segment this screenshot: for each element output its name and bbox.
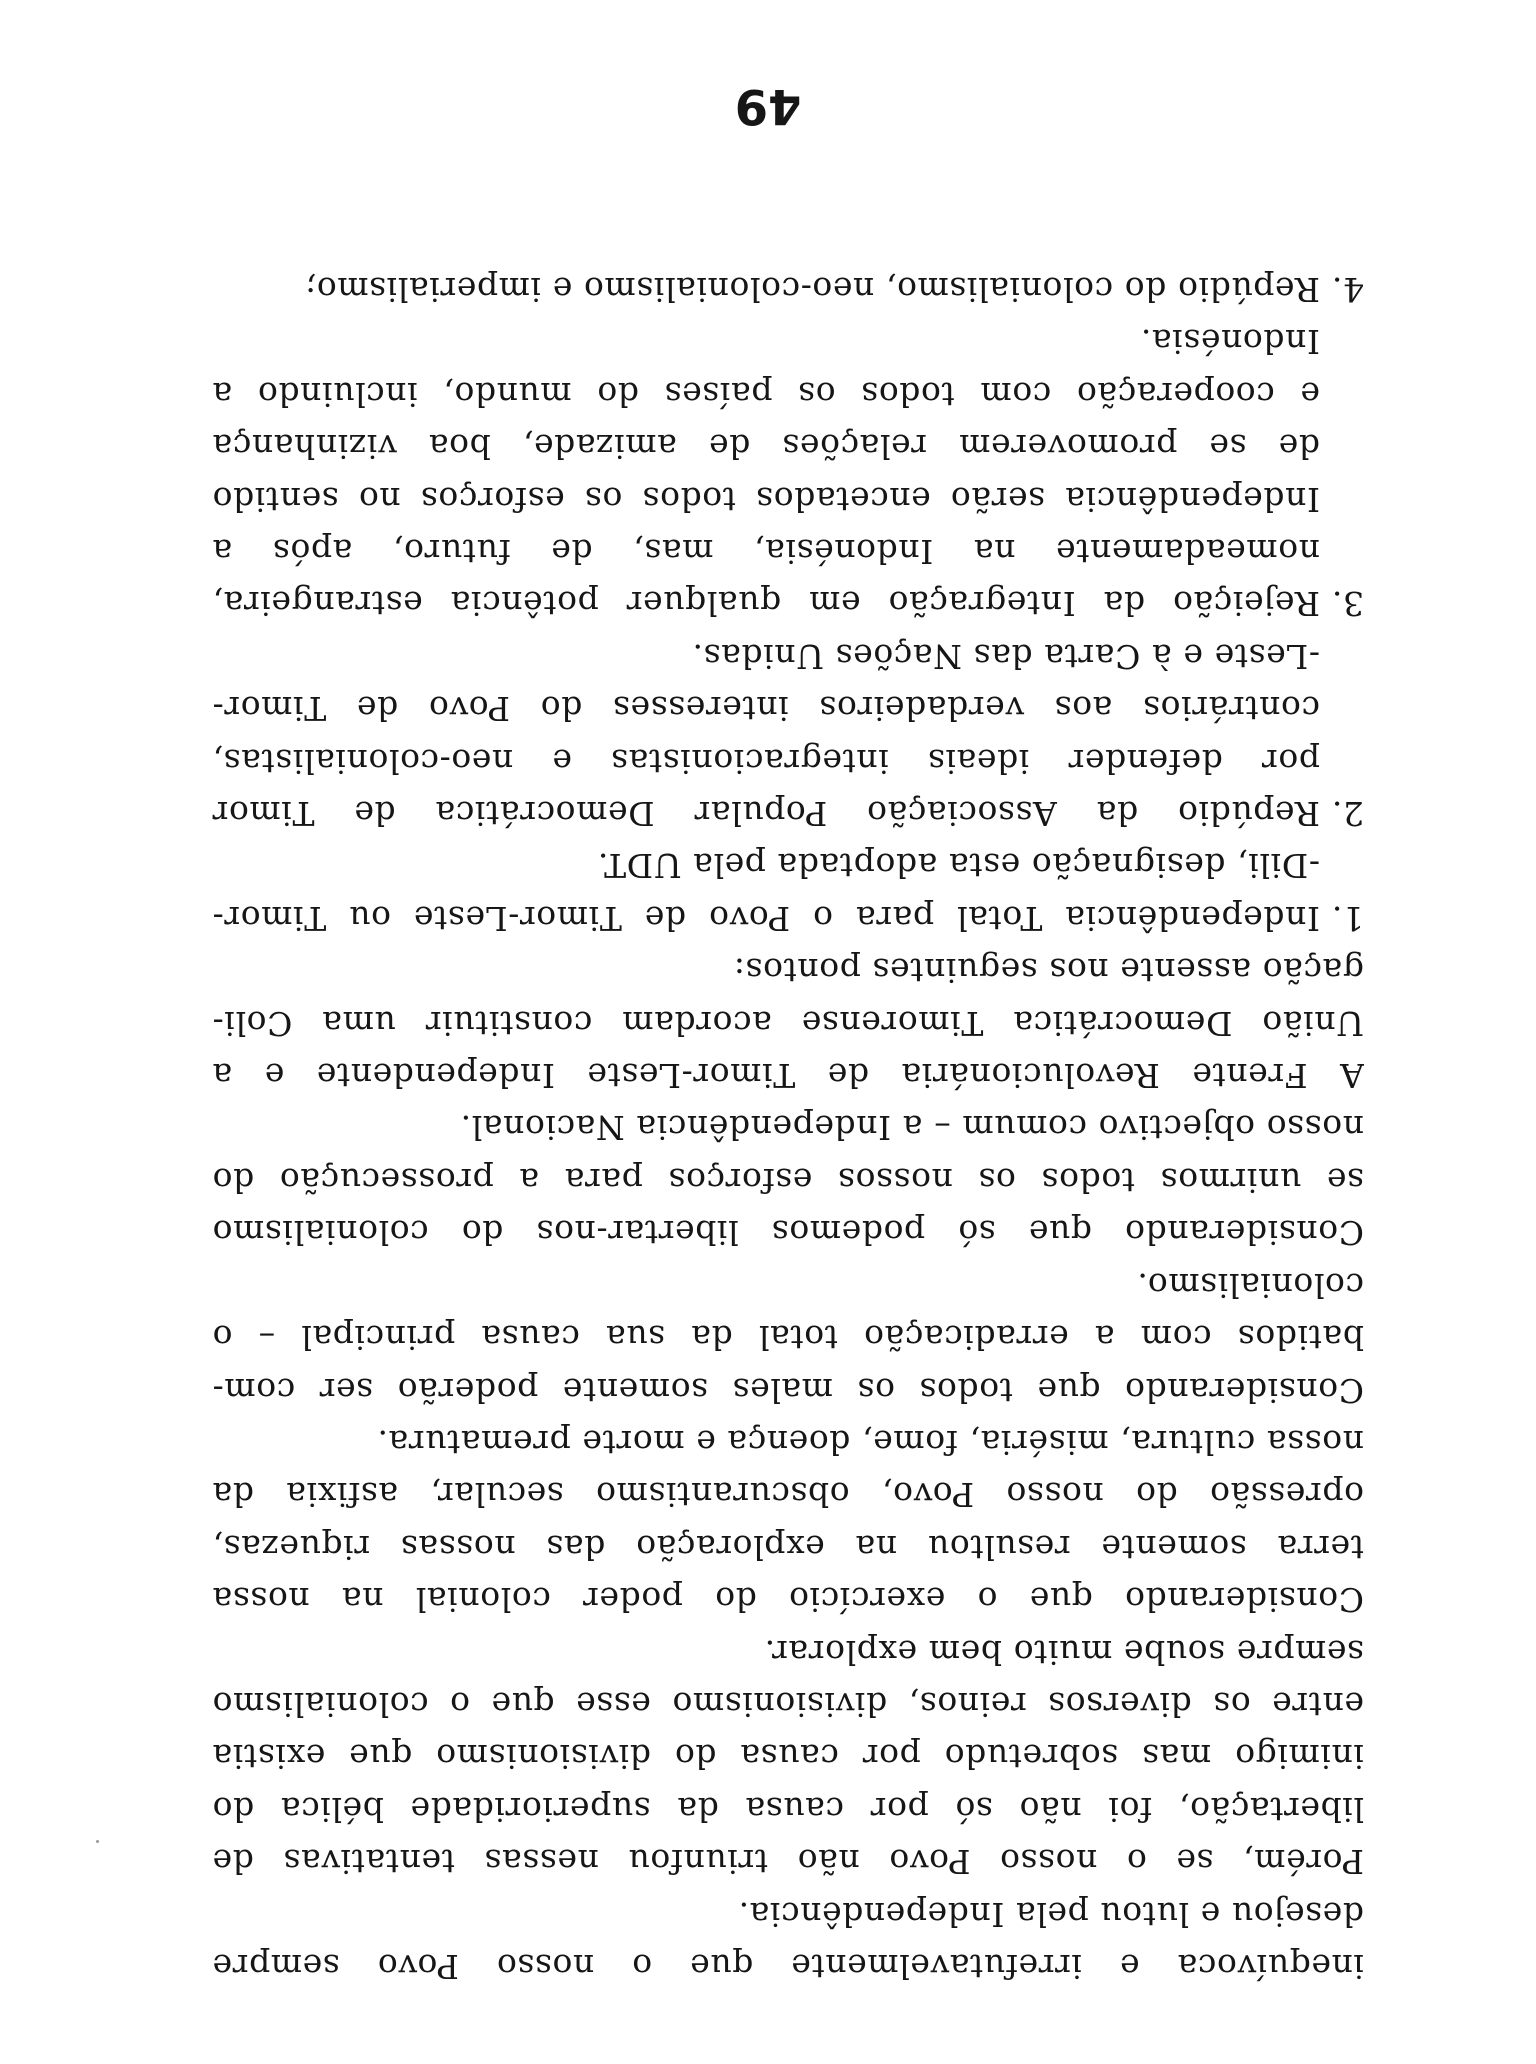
- paragraph: [212, 944, 1364, 1101]
- page-number: 49: [734, 78, 802, 134]
- text-line: desejou e lutou pela Independência.: [738, 1894, 1364, 1934]
- text-line: Independência Total para o Povo de Timor-Leste ou Timor-: [212, 898, 1320, 938]
- point-number: 1.: [1331, 898, 1364, 938]
- text-line: inimigo mas sobretudo por causa do divisionismo que existia: [212, 1737, 1364, 1777]
- text-line: nomeadamente na Indonésia, mas, de futuro, após a: [212, 532, 1320, 572]
- text-line: batidos com a erradicação total da sua causa principal – o: [212, 1318, 1364, 1358]
- text-line: se unirmos todos os nossos esforços para a prossecução do: [212, 1160, 1364, 1200]
- point-number: 3.: [1331, 584, 1364, 624]
- text-line: terra somente resultou na exploração das nossas riquezas,: [212, 1527, 1364, 1567]
- text-line: Independência serão encetados todos os esforços no sentido: [212, 479, 1320, 519]
- text-line: -Dili, designação esta adoptada pela UDT.: [597, 846, 1320, 886]
- paragraph: [212, 1258, 1364, 1415]
- text-line: Rejeição da Integração em qualquer potência estrangeira,: [212, 584, 1320, 624]
- text-line: inequívoca e irrefutavelmente que o nosso Povo sempre: [212, 1947, 1364, 1986]
- paragraph: [212, 1625, 1364, 1887]
- coalition-point: [212, 263, 1364, 315]
- text-line: libertação, foi não só por causa da superioridade bélica do: [212, 1789, 1364, 1829]
- scan-speck: [96, 1840, 99, 1843]
- text-line: opressão do nosso Povo, obscurantismo secular, asfixia da: [212, 1475, 1364, 1515]
- coalition-point: [212, 315, 1364, 629]
- text-line: sempre soube muito bem explorar.: [763, 1632, 1364, 1672]
- text-line: entre os diversos reinos, divisionismo esse que o colonialismo: [212, 1684, 1364, 1724]
- text-line: Considerando que o exercício do poder colonial na nossa: [212, 1580, 1364, 1620]
- coalition-point: [212, 629, 1364, 839]
- text-line: e cooperação com todos os países do mundo, incluindo a: [212, 374, 1320, 414]
- text-line: Repúdio do colonialismo, neo-colonialismo e imperialismo;: [304, 270, 1320, 309]
- text-line: -Leste e à Carta das Nações Unidas.: [691, 636, 1320, 676]
- text-line: por defender ideais integracionistas e neo-colonialistas,: [212, 741, 1320, 781]
- point-number: 4.: [1331, 270, 1364, 309]
- text-line: Indonésia.: [1140, 322, 1320, 362]
- paragraph: [212, 1887, 1364, 1992]
- text-line: gação assente nos seguintes pontos:: [733, 951, 1364, 991]
- coalition-point: [212, 839, 1364, 944]
- text-line: colonialismo.: [1136, 1265, 1364, 1305]
- text-line: Porém, se o nosso Povo não triunfou nessas tentativas de: [212, 1842, 1364, 1882]
- text-line: Considerando que só podemos libertar-nos do colonialismo: [212, 1213, 1364, 1253]
- point-number: 2.: [1331, 794, 1364, 834]
- paragraph: [212, 1101, 1364, 1258]
- text-line: Considerando que todos os males somente poderão ser com-: [212, 1370, 1364, 1410]
- text-line: Repúdio da Associação Popular Democrática de Timor: [212, 794, 1320, 834]
- text-line: contrários aos verdadeiros interesses do Povo de Timor-: [212, 689, 1320, 729]
- paragraph: [212, 1416, 1364, 1626]
- text-line: nossa cultura, miséria, fome, doença e morte prematura.: [376, 1422, 1364, 1462]
- text-line: A Frente Revolucionária de Timor-Leste Independente e a: [212, 1056, 1364, 1096]
- text-line: União Democrática Timorense acordam constituir uma Coli-: [212, 1003, 1364, 1043]
- text-line: nosso objectivo comum – a Independência Nacional.: [459, 1108, 1364, 1148]
- text-line: de se promoverem relações de amizade, boa vizinhança: [212, 427, 1320, 467]
- page-body: [212, 263, 1364, 1992]
